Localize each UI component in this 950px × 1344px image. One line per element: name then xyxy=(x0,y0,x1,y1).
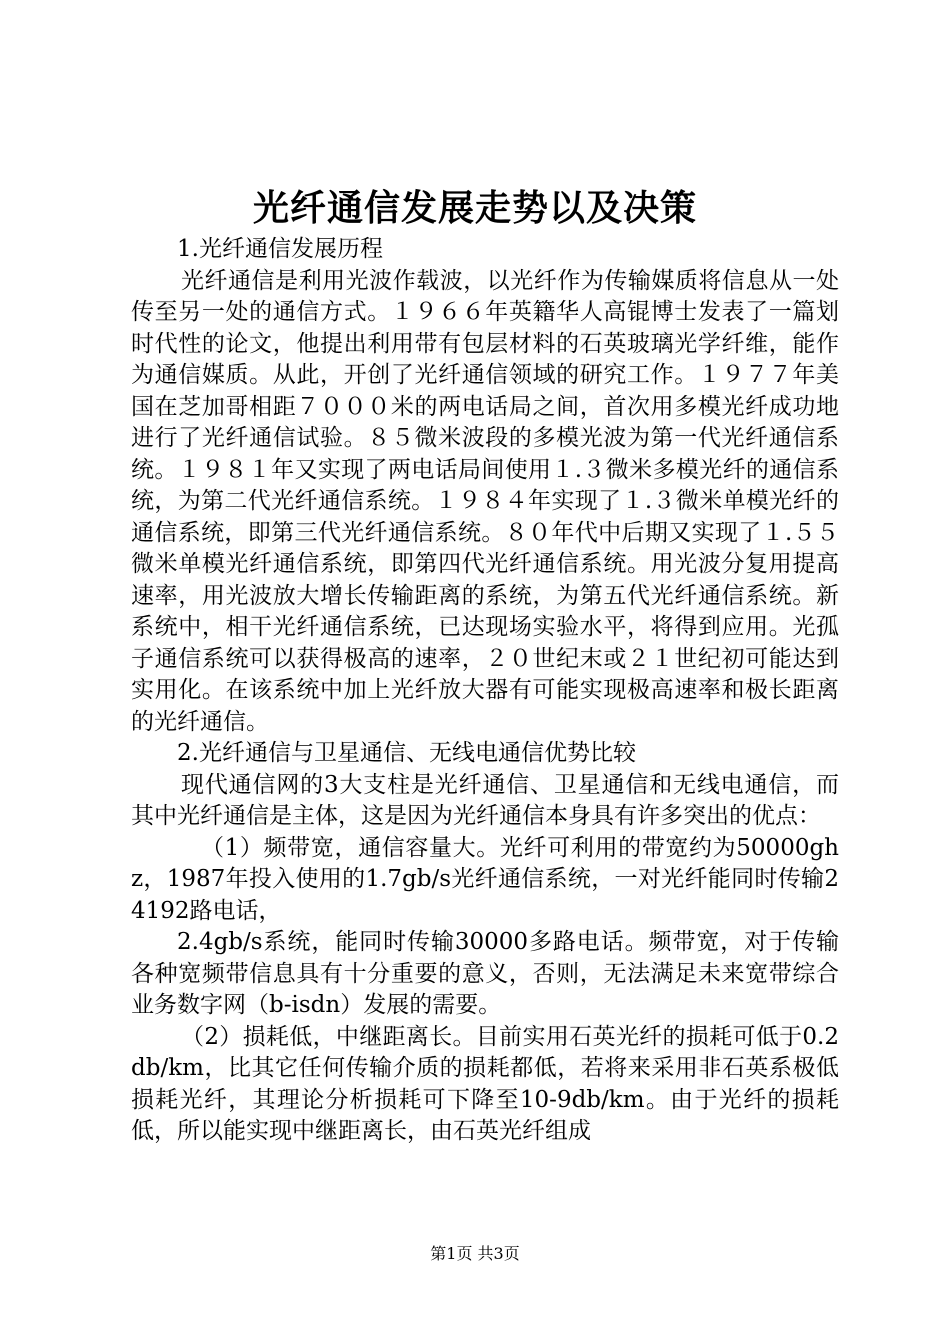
paragraph-intro-advantages: 现代通信网的3大支柱是光纤通信、卫星通信和无线电通信，而其中光纤通信是主体，这是因为光纤通信本身具有许多突出的优点： xyxy=(131,771,839,829)
paragraph-bandwidth-continued: 2.4gb/s系统，能同时传输30000多路电话。频带宽，对于传输各种宽频带信息具有十分重要的意义，否则，无法满足未来宽带综合业务数字网（b-isdn）发展的需要。 xyxy=(131,929,839,1018)
paragraph-bandwidth: （1）频带宽，通信容量大。光纤可利用的带宽约为50000ghz，1987年投入使用的1.7gb/s光纤通信系统，一对光纤能同时传输24192路电话， xyxy=(131,834,839,924)
paragraph-history: 光纤通信是利用光波作载波，以光纤作为传输媒质将信息从一处传至另一处的通信方式。１９６６年英籍华人高锟博士发表了一篇划时代性的论文，他提出利用带有包层材料的石英玻璃光学纤维，能作为通信媒质。从此，开创了光纤通信领域的研究工作。１９７７年美国在芝加哥相距７０００米的两电话局之间，首次用多模光纤成功地进行了光纤通信试验。８５微米波段的多模光波为第一代光纤通信系统。１９８１年又实现了两电话局间使用１.３微米多模光纤的通信系统，为第二代光纤通信系统。１９８４年实现了１.３微米单模光纤的通信系统，即第三代光纤通信系统。８０年代中后期又实现了１.５５微米单模光纤通信系统，即第四代光纤通信系统。用光波分复用提高速率，用光波放大增长传输距离的系统，为第五代光纤通信系统。新系统中，相干光纤通信系统，已达现场实验水平，将得到应用。光孤子通信系统可以获得极高的速率，２０世纪末或２１世纪初可能达到实用化。在该系统中加上光纤放大器有可能实现极高速率和极长距离的光纤通信。 xyxy=(131,267,839,735)
section-heading-1: 1.光纤通信发展历程 xyxy=(177,236,383,262)
document-body xyxy=(131,234,839,1148)
page-number: 第1页 共3页 xyxy=(430,1244,520,1263)
document-title: 光纤通信发展走势以及决策 xyxy=(252,187,697,229)
section-heading-2: 2.光纤通信与卫星通信、无线电通信优势比较 xyxy=(177,740,636,766)
paragraph-low-loss: （2）损耗低，中继距离长。目前实用石英光纤的损耗可低于0.2db/km，比其它任何传输介质的损耗都低，若将来采用非石英系极低损耗光纤，其理论分析损耗可下降至10-9db/km。由于光纤的损耗低，所以能实现中继距离长，由石英光纤组成 xyxy=(131,1023,839,1144)
